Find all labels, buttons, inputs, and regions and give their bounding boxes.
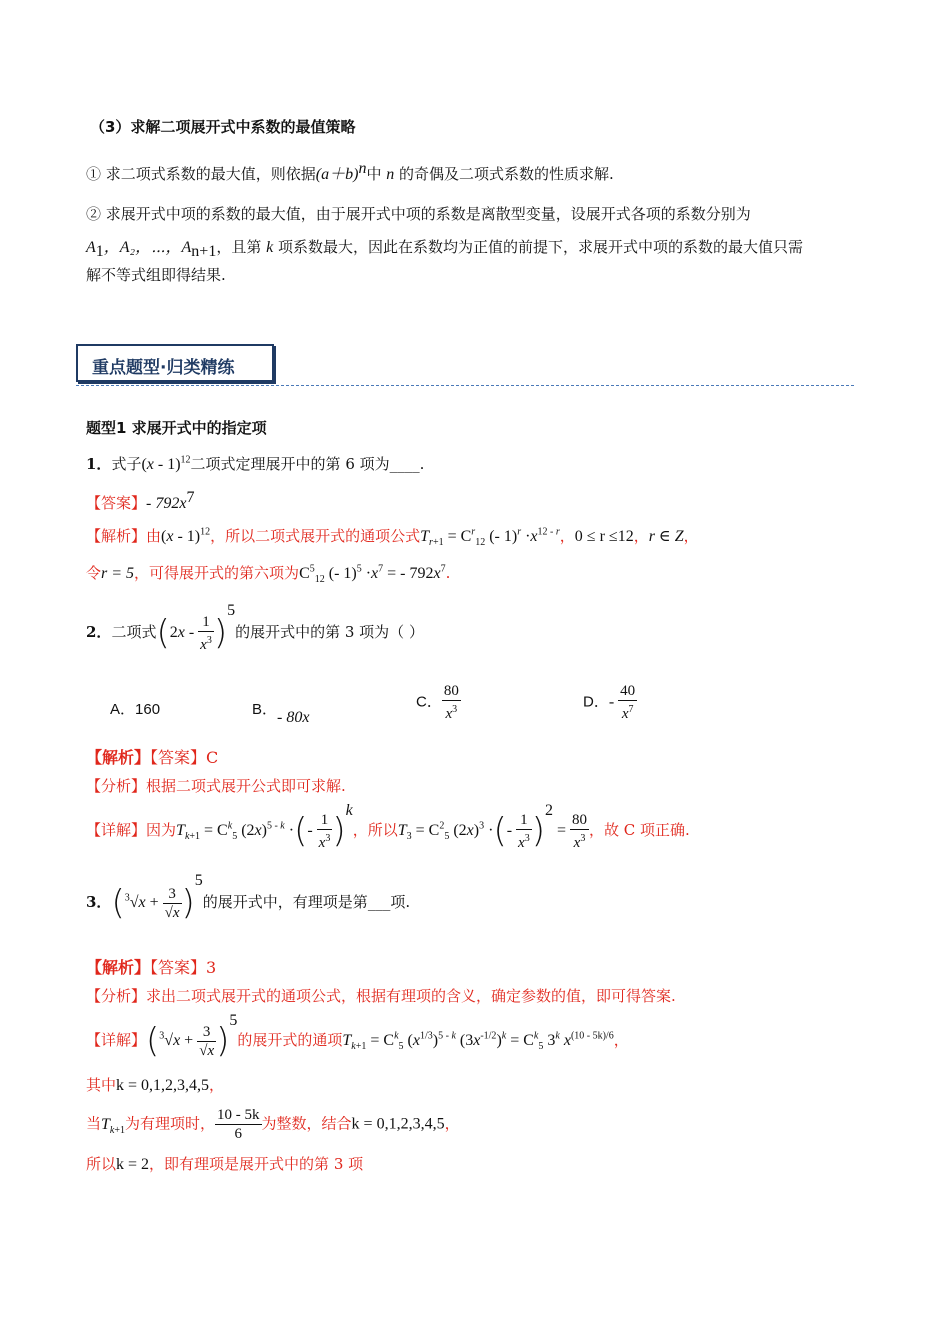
q3-line3: 当$T_{k+1}$为有理项时， $\frac{10 - 5k}{6}$ 为整数，结合k = 0,1,2,3,4,5， <box>86 1107 460 1142</box>
q3-answer: 【解析】【答案】3 <box>86 958 217 977</box>
strategy-point-2-line1: ② 求展开式中项的系数的最大值，由于展开式中项的系数是离散型变量，设展开式各项的系数分别为 <box>86 205 751 223</box>
q2-detail: 【详解】因为$T_{k+1} = C^k_5$ $(2x)^{5 - k}$ ·(- $\frac{1}{x^3}$ )$^k$，所以$T_3 = C^2_5$ $(2x)^3$ ·(- $\frac{1}{x^3}$ )$^2$ = $\frac{80}{x^3}$ ，故 C 项正确. <box>86 802 690 851</box>
q2-option-d[interactable]: D．- $\frac{40}{x^7}$ <box>583 683 636 722</box>
strategy-point-1: ① 求二项式系数的最大值，则依据$(a+b)^n$中 n 的奇偶及二项式系数的性质求解. <box>86 160 614 183</box>
strategy-point-2-line3: 解不等式组即得结果. <box>86 266 226 284</box>
strategy-point-2-line2: $A_1$，A₂，⋯，$A_{n+1}$，且第 k 项系数最大，因此在系数均为正值的前提下，求展开式中项的系数的最大值只需 <box>86 238 804 260</box>
strategy-heading: （3）求解二项展开式中系数的最值策略 <box>90 118 356 136</box>
q3-detail: 【详解】($^3$√x + $\frac{3}{√x}$ )$^5$的展开式的通项$T_{k+1} = C^k_5$ $(x^{1/3})^{5 - k}$ $(3x^{-1/2})^k = C^k_5$ 3$^k$ $x^{(10 - 5k)/6}$， <box>86 1012 629 1061</box>
section-banner-label: 重点题型·归类精练 <box>92 358 235 378</box>
q3-analysis: 【分析】求出二项式展开式的通项公式，根据有理项的含义，确定参数的值，即可得答案. <box>86 987 676 1005</box>
section-divider <box>76 385 854 386</box>
q2-option-c[interactable]: C． $\frac{80}{x^3}$ <box>416 683 459 722</box>
q2-option-a[interactable]: A．160 <box>110 701 161 718</box>
q1-solution-line2: 令r = 5，可得展开式的第六项为$C^5_{12}$ (- $1)^5 \cdot x^7$ = - $792x^7$. <box>86 563 451 586</box>
q3-line4: 所以k = 2，即有理项是展开式中的第 3 项 <box>86 1155 364 1173</box>
section-banner <box>76 344 274 382</box>
q1-answer: 【答案】- $792x^7$ <box>86 489 195 512</box>
question-2: 2．二项式(2x - $\frac{1}{x^3}$ )$^5$的展开式中的第 3 项为（ ） <box>86 602 424 653</box>
question-1: 1．式子(x - 1)$^{12}$二项式定理展开中的第 6 项为____. <box>86 454 425 473</box>
q3-line2: 其中k = 0,1,2,3,4,5， <box>86 1076 225 1094</box>
q2-option-b[interactable]: B．- 80x <box>252 701 310 726</box>
q1-solution-line1: 【解析】由(x - 1)$^{12}$，所以二项式展开式的通项公式$T_{r+1} = C^r_{12}$ (- $1)^r \cdot x^{12 - r}$，0 ≤ r ≤12，r ∈ Z， <box>86 526 699 549</box>
q2-answer: 【解析】【答案】C <box>86 748 219 767</box>
question-3: 3．($^3$√x + $\frac{3}{√x}$ )$^5$的展开式中，有理项是第___项. <box>86 872 411 923</box>
q2-analysis: 【分析】根据二项式展开公式即可求解. <box>86 777 346 795</box>
type1-heading: 题型1 求展开式中的指定项 <box>86 419 267 437</box>
